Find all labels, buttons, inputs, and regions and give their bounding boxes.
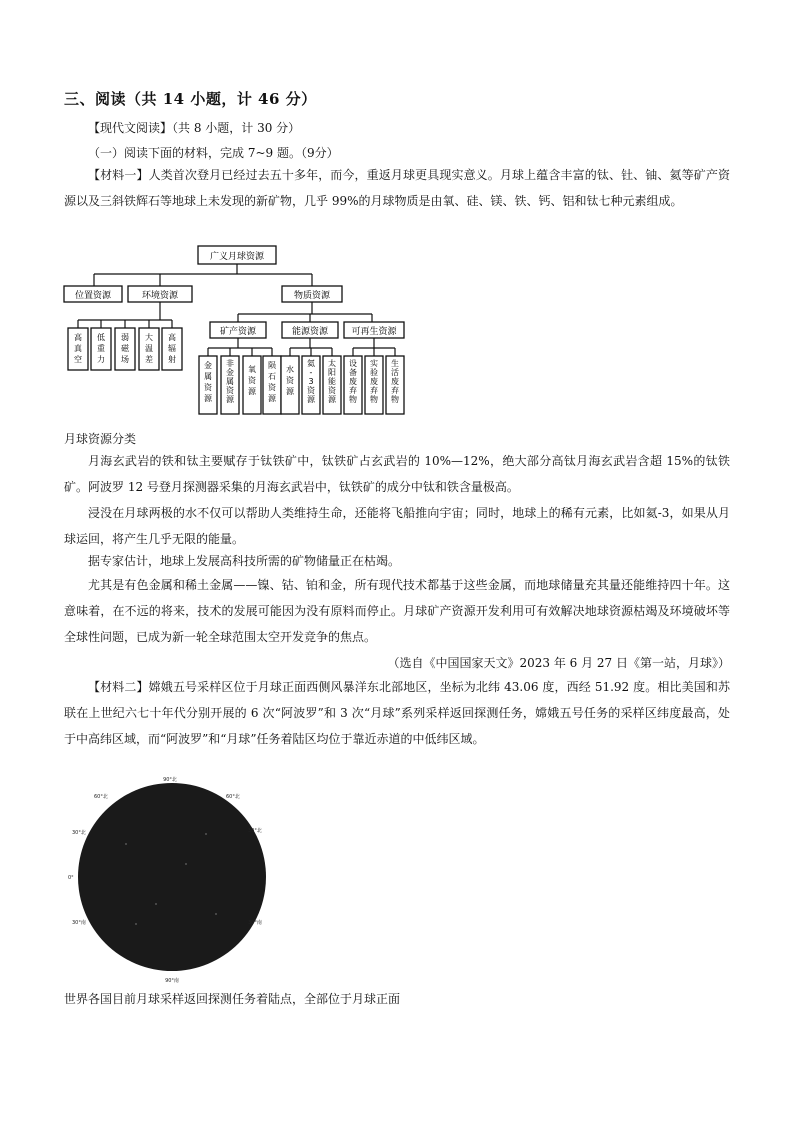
diagram-env-item-2: 低重力 xyxy=(97,333,105,364)
moon-label-top: 90°北 xyxy=(163,777,177,783)
diagram-energy-group: 能源资源 xyxy=(291,327,329,337)
moon-label-lower-left: 30°南 xyxy=(72,920,86,926)
moon-disk xyxy=(78,783,266,971)
section-title: 三、阅读（共 14 小题，计 46 分） xyxy=(64,90,317,108)
diagram-environment-resource: 环境资源 xyxy=(141,291,179,301)
diagram-energy-item-2: 氦-3 资源 xyxy=(307,359,315,404)
subsection-heading: 【现代文阅读】（共 8 小题，计 30 分） xyxy=(88,121,301,135)
material1-paragraph-4: 据专家估计，地球上发展高科技所需的矿物储量正在枯竭。 xyxy=(88,554,401,568)
material1-paragraph-3: 浸没在月球两极的水不仅可以帮助人类维持生命，还能将飞船推向宇宙；同时，地球上的稀有元素，比如氦-3，如果从月球运回，将产生几乎无限的能量。 xyxy=(64,506,730,546)
diagram-renewable-item-1: 设备废弃物 xyxy=(349,359,357,404)
material1-paragraph-2: 月海玄武岩的铁和钛主要赋存于钛铁矿中，钛铁矿占玄武岩的 10%—12%，绝大部分高钛月海玄武岩含超 15%的钛铁矿。阿波罗 12 号登月探测器采集的月海玄武岩中，钛铁矿的成分中钛和铁含量极高。 xyxy=(64,454,730,494)
source-citation: （选自《中国国家天文》2023 年 6 月 27 日《第一站，月球》） xyxy=(387,656,730,670)
moon-map-caption: 世界各国目前月球采样返回探测任务着陆点，全部位于月球正面 xyxy=(64,992,401,1006)
diagram-caption: 月球资源分类 xyxy=(64,432,137,446)
diagram-env-item-5: 高辐射 xyxy=(168,333,176,364)
diagram-mineral-item-2: 非金属资源 xyxy=(226,359,234,404)
diagram-position-resource: 位置资源 xyxy=(74,291,112,301)
moon-landing-map xyxy=(66,774,278,984)
diagram-mineral-group: 矿产资源 xyxy=(219,327,257,337)
moon-label-bottom: 90°南 xyxy=(165,978,179,984)
material1-paragraph-1: 【材料一】人类首次登月已经过去五十多年，而今，重返月球更具现实意义。月球上蕴含丰富的钛、钍、铀、氦等矿产资源以及三斜铁辉石等地球上未发现的新矿物，几乎 99%的月球物质是由氧、硅、镁、铁、钙、铝和钛七种元素组成。 xyxy=(64,168,730,208)
diagram-mineral-item-4: 陨石资源 xyxy=(268,361,276,403)
diagram-energy-item-3: 太阳能资源 xyxy=(328,359,336,404)
diagram-renewable-item-2: 实验废弃物 xyxy=(370,359,378,404)
moon-label-upper-left: 30°北 xyxy=(72,830,86,836)
part-heading: （一）阅读下面的材料，完成 7~9 题。（9分） xyxy=(88,146,339,160)
diagram-renewable-item-3: 生活废弃物 xyxy=(391,359,399,404)
diagram-matter-resource: 物质资源 xyxy=(293,291,331,301)
moon-label-right2: 60°北 xyxy=(226,794,240,800)
diagram-root: 广义月球资源 xyxy=(209,252,265,262)
diagram-mineral-item-1: 金属资源 xyxy=(204,361,212,403)
material1-paragraph-5: 尤其是有色金属和稀土金属——镍、钴、铂和金，所有现代技术都基于这些金属，而地球储量充其量还能维持四十年。这意味着，在不远的将来，技术的发展可能因为没有原料而停止。月球矿产资源开发利用可有效解决地球资源枯竭及环境破坏等全球性问题，已成为新一轮全球范围太空开发竞争的焦点。 xyxy=(64,578,730,644)
diagram-renewable-group: 可再生资源 xyxy=(351,327,397,337)
resource-classification-diagram xyxy=(60,240,420,420)
diagram-energy-item-1: 水资源 xyxy=(286,365,294,396)
moon-label-lower-right: 30°南 xyxy=(248,920,262,926)
moon-label-upper-right: 30°北 xyxy=(248,828,262,834)
diagram-mineral-item-3: 氧资源 xyxy=(248,365,256,396)
moon-label-left2: 60°北 xyxy=(94,794,108,800)
diagram-env-item-3: 弱磁场 xyxy=(121,333,129,364)
diagram-env-item-4: 大温差 xyxy=(145,333,153,364)
material2-paragraph: 【材料二】嫦娥五号采样区位于月球正面西侧风暴洋东北部地区，坐标为北纬 43.06 度，西经 51.92 度。相比美国和苏联在上世纪六七十年代分别开展的 6 次“阿波罗”和 3 次“月球”系列采样返回探测任务，嫦娥五号任务的采样区纬度最高，处于中高纬区域，而“阿波罗”和“月球”任务着陆区均位于靠近赤道的中低纬区域。 xyxy=(64,680,730,746)
moon-label-left: 0° xyxy=(68,875,74,881)
diagram-env-item-1: 高真空 xyxy=(74,333,82,364)
